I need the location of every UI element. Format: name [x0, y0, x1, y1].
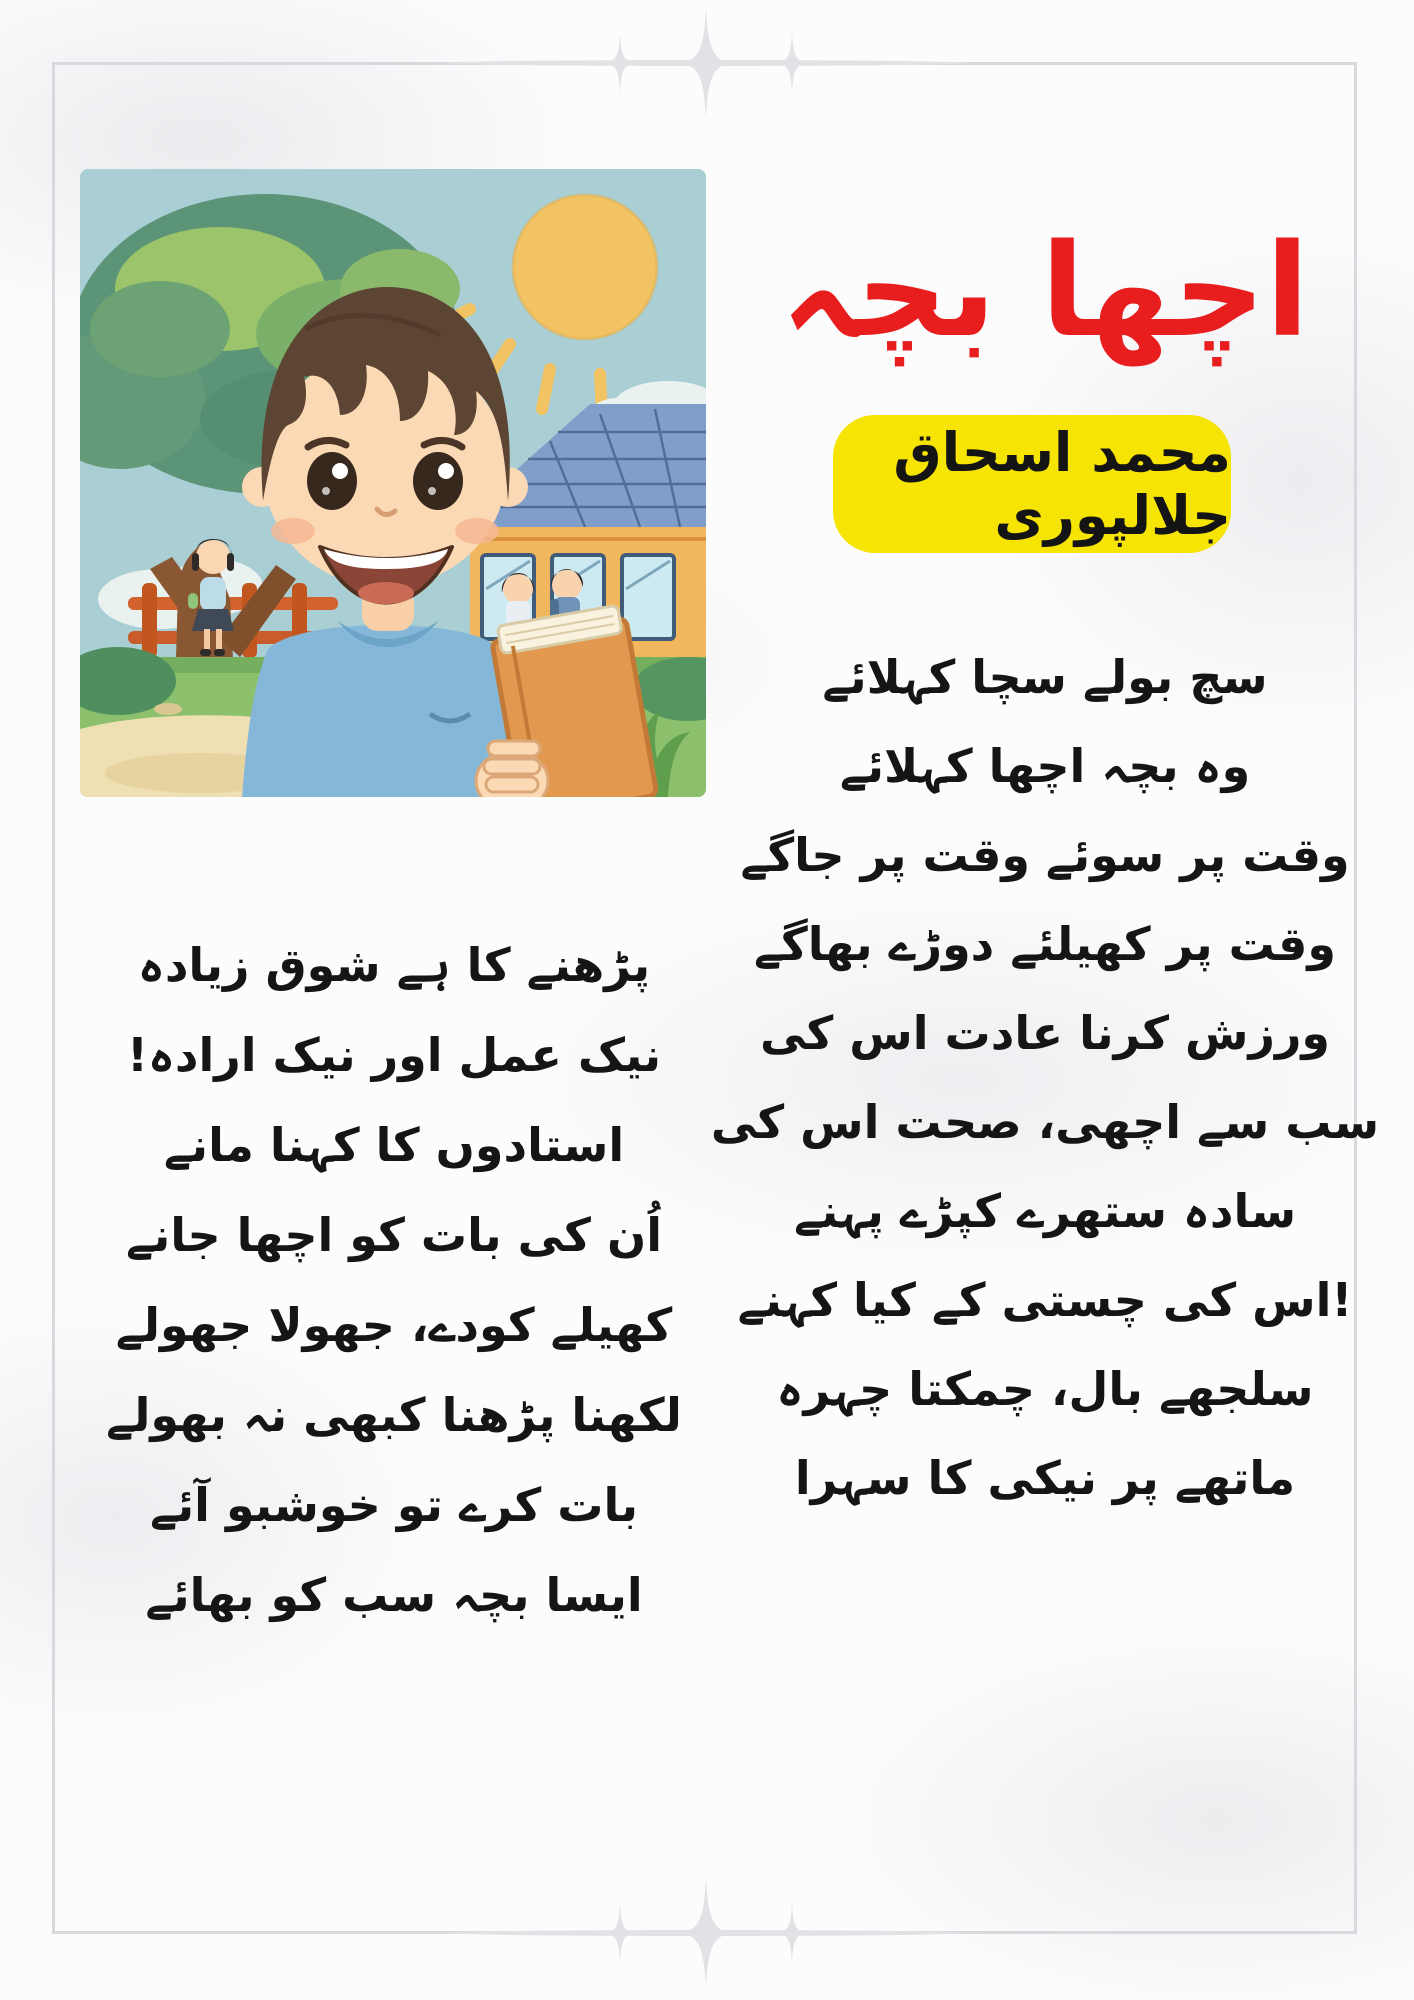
illustration-school-boy — [80, 169, 706, 797]
poem-line: بات کرے تو خوشبو آئے — [149, 1478, 639, 1532]
sparkle-divider-top-icon — [0, 0, 1414, 130]
author-badge — [833, 415, 1231, 553]
poem-line: نیک عمل اور نیک ارادہ! — [126, 1028, 662, 1082]
poem-column-left — [78, 920, 710, 1640]
poem-line: لکھنا پڑھنا کبھی نہ بھولے — [106, 1388, 682, 1442]
poem-line: استادوں کا کہنا مانے — [163, 1118, 625, 1172]
poem-line: !اس کی چستی کے کیا کہنے — [737, 1272, 1353, 1327]
sparkle-divider-bottom-icon — [0, 1870, 1414, 2000]
poem-line: کھیلے کودے، جھولا جھولے — [115, 1298, 673, 1352]
poem-line: اُن کی بات کو اچھا جانے — [126, 1208, 662, 1262]
poem-title: اچھا بچہ — [780, 217, 1310, 366]
poem-line: پڑھنے کا ہے شوق زیادہ — [137, 938, 651, 992]
poem-line: وقت پر کھیلئے دوڑے بھاگے — [754, 916, 1337, 971]
author-name: محمد اسحاق جلالپوری — [893, 421, 1231, 547]
poem-line: ایسا بچہ سب کو بھائے — [145, 1568, 643, 1622]
poem-column-right — [710, 632, 1380, 1522]
poem-line: سلجھے بال، چمکتا چہرہ — [776, 1361, 1314, 1416]
poem-line: سادہ ستھرے کپڑے پہنے — [793, 1183, 1297, 1238]
poem-line: وقت پر سوئے وقت پر جاگے — [740, 827, 1350, 882]
poem-line: وہ بچہ اچھا کہلائے — [839, 738, 1251, 793]
poem-line: سب سے اچھی، صحت اس کی — [710, 1094, 1380, 1149]
poem-line: ماتھے پر نیکی کا سہرا — [794, 1450, 1296, 1505]
poem-line: سچ بولے سچا کہلائے — [822, 649, 1268, 704]
boy-hand — [476, 741, 548, 797]
poem-line: ورزش کرنا عادت اس کی — [759, 1005, 1331, 1060]
